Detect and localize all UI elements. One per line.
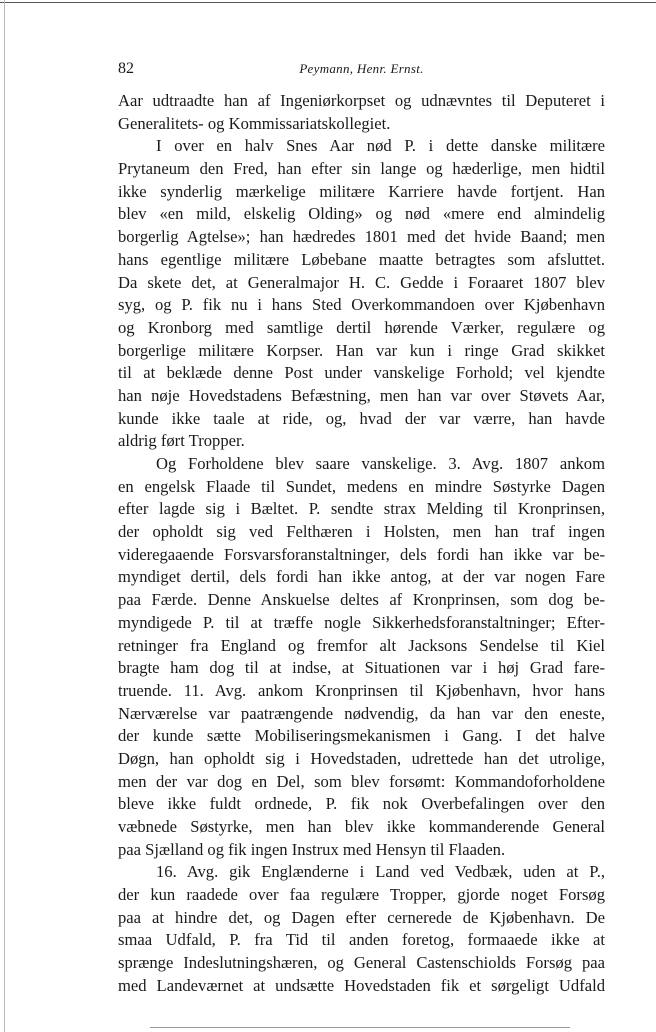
text-line: ikke synderlig mærkelige militære Karriere havde fortjent. Han — [118, 181, 605, 201]
text-line: efter lagde sig i Bæltet. P. sendte strax Melding til Kronprinsen, — [118, 499, 605, 519]
text-line: en engelsk Flaade til Sundet, medens en mindre Søstyrke Dagen — [118, 476, 605, 496]
text-line: sprænge Indeslutningshæren, og General Castenschiolds Forsøg paa — [118, 953, 605, 973]
text-line: og Kronborg med samtlige dertil hørende Værker, regulære og — [118, 317, 605, 337]
text-line: hans egentlige militære Løbebane maatte betragtes som afsluttet. — [118, 249, 605, 269]
text-line: væbnede Søstyrke, men han blev ikke kommanderende General — [118, 817, 605, 836]
text-line: kunde ikke taale at ride, og, hvad der var værre, han havde — [118, 408, 605, 428]
text-line: til at beklæde denne Post under vanskelige Forhold; vel kjendte — [118, 363, 605, 383]
text-line: paa Sjælland og fik ingen Instrux med Hensyn til Flaaden. — [118, 839, 506, 859]
scan-edge-top — [0, 2, 656, 3]
text-line: han nøje Hovedstadens Befæstning, men han var over Støvets Aar, — [118, 385, 605, 405]
text-line: smaa Udfald, P. fra Tid til anden foretog, formaaede ikke at — [118, 930, 605, 950]
text-line: paa Færde. Denne Anskuelse deltes af Kronprinsen, som dog be- — [118, 590, 605, 610]
text-line: syg, og P. fik nu i hans Sted Overkommandoen over Kjøbenhavn — [118, 295, 605, 315]
text-line: bleve ikke fuldt ordnede, P. fik nok Overbefalingen over den — [118, 794, 605, 814]
text-line: Prytaneum den Fred, han efter sin lange og hæderlige, men hidtil — [118, 159, 605, 179]
page-number: 82 — [118, 60, 134, 77]
text-line: Aar udtraadte han af Ingeniørkorpset og udnævntes til Deputeret i — [118, 91, 605, 110]
text-line: myndigede P. til at træffe nogle Sikkerhedsforanstaltninger; Efter- — [118, 612, 605, 632]
text-line: Døgn, han opholdt sig i Hovedstaden, udrettede han det utrolige, — [118, 748, 605, 768]
text-line: borgerlig Agtelse»; han hædredes 1801 med det hvide Baand; men — [118, 227, 605, 247]
page-header — [118, 60, 605, 80]
running-head: Peymann, Henr. Ernst. — [299, 61, 424, 76]
paragraph — [118, 90, 605, 135]
text-line: Og Forholdene blev saare vanskelige. 3. Avg. 1807 ankom — [156, 454, 605, 473]
text-line: videregaaende Forsvarsforanstaltninger, dels fordi han ikke var be- — [118, 544, 605, 564]
text-line: med Landeværnet at undsætte Hovedstaden fik et sørgeligt Udfald — [118, 975, 605, 995]
text-line: truende. 11. Avg. ankom Kronprinsen til Kjøbenhavn, hvor hans — [118, 680, 605, 700]
text-line: der kunde sætte Mobiliseringsmekanismen i Gang. I det halve — [118, 726, 605, 746]
text-line: I over en halv Snes Aar nød P. i dette danske militære — [156, 136, 605, 156]
text-line: retninger fra England og fremfor alt Jacksons Sendelse til Kiel — [118, 635, 605, 655]
text-line: men der var dog en Del, som blev forsømt: Kommandoforholdene — [118, 771, 605, 791]
text-line: blev «en mild, elskelig Olding» og nød «mere end almindelig — [118, 204, 605, 224]
text-line: Da skete det, at Generalmajor H. C. Gedde i Foraaret 1807 blev — [118, 272, 605, 292]
text-line: borgerlige militære Korpser. Han var kun i ringe Grad skikket — [118, 340, 605, 360]
paragraph — [118, 135, 605, 453]
paragraph — [118, 861, 605, 997]
text-line: Nærværelse var paatrængende nødvendig, da han var den eneste, — [118, 703, 605, 723]
text-line: Generalitets- og Kommissariatskollegiet. — [118, 113, 391, 133]
paragraph — [118, 453, 605, 861]
text-line: 16. Avg. gik Englænderne i Land ved Vedbæk, uden at P., — [156, 862, 605, 882]
text-line: paa at hindre det, og Dagen efter cernerede de Kjøbenhavn. De — [118, 907, 605, 927]
text-line: bragte ham dog til at indse, at Situationen var i høj Grad fare- — [118, 658, 605, 678]
scan-edge-bottom — [150, 1027, 570, 1028]
text-line: der kun raadede over faa regulære Tropper, gjorde noget Forsøg — [118, 885, 605, 905]
text-line: aldrig ført Tropper. — [118, 431, 245, 451]
text-line: der opholdt sig ved Felthæren i Holsten, men han traf ingen — [118, 522, 605, 542]
text-line: myndiget dertil, dels fordi han ikke antog, at der var nogen Fare — [118, 567, 605, 587]
scan-edge-left — [4, 0, 5, 1032]
page-body — [118, 90, 605, 998]
